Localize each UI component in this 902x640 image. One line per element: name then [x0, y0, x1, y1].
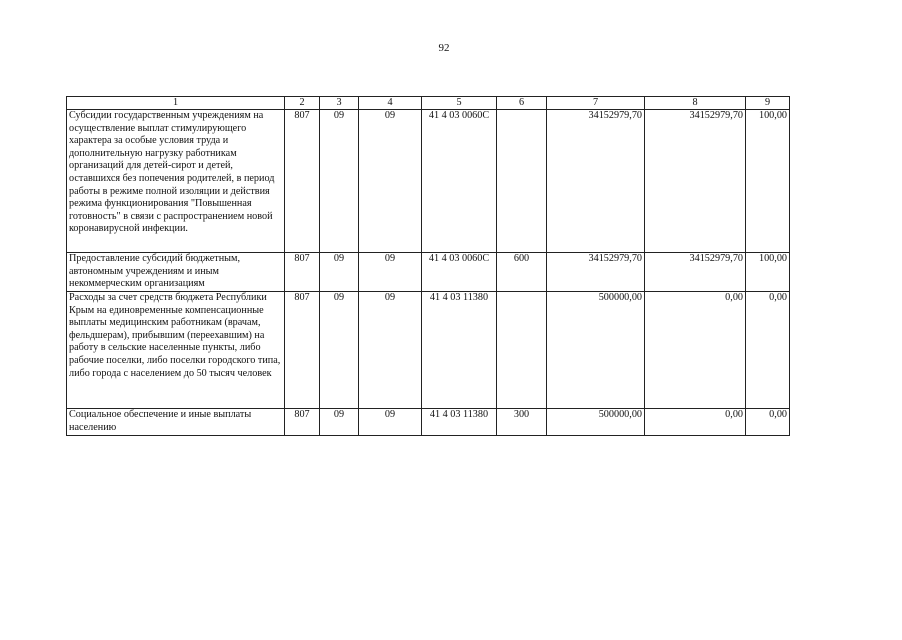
cell-col4: 09: [359, 253, 422, 292]
row-description: Субсидии государственным учреждениям на осуществление выплат стимулирующего характера за особые условия труда и дополнительную нагрузку работникам организаций для детей-сирот и детей, оставшихся без попечения родителей, в период работы в режиме полной изоляции и действия режима функционирования "Повышенная готовность" в связи с распространением новой коронавирусной инфекции.: [67, 110, 285, 253]
cell-col9: 100,00: [746, 253, 790, 292]
table-row: [67, 292, 790, 409]
table-header-row: [67, 97, 790, 110]
column-header: 6: [497, 97, 547, 110]
cell-col5: 41 4 03 11380: [422, 292, 497, 409]
cell-col5: 41 4 03 0060C: [422, 253, 497, 292]
column-header: 8: [645, 97, 746, 110]
column-header: 3: [320, 97, 359, 110]
cell-col6: 300: [497, 409, 547, 436]
column-header: 9: [746, 97, 790, 110]
cell-col2: 807: [285, 409, 320, 436]
cell-col9: 0,00: [746, 292, 790, 409]
cell-col9: 100,00: [746, 110, 790, 253]
table-row: [67, 409, 790, 436]
page-number: 92: [438, 42, 450, 54]
cell-col8: 34152979,70: [645, 110, 746, 253]
cell-col7: 500000,00: [547, 292, 645, 409]
table-row: [67, 253, 790, 292]
table-row: [67, 110, 790, 253]
row-description: Расходы за счет средств бюджета Республики Крым на единовременные компенсационные выплаты медицинским работникам (врачам, фельдшерам), прибывшим (переехавшим) на работу в сельские населенные пункты, либо рабочие поселки, либо поселки городского типа, либо города с населением до 50 тысяч человек: [67, 292, 285, 409]
budget-table: [66, 96, 790, 436]
column-header: 2: [285, 97, 320, 110]
cell-col9: 0,00: [746, 409, 790, 436]
cell-col8: 34152979,70: [645, 253, 746, 292]
cell-col6: [497, 110, 547, 253]
cell-col2: 807: [285, 253, 320, 292]
column-header: 5: [422, 97, 497, 110]
column-header: 4: [359, 97, 422, 110]
cell-col5: 41 4 03 0060C: [422, 110, 497, 253]
cell-col6: 600: [497, 253, 547, 292]
cell-col3: 09: [320, 292, 359, 409]
cell-col3: 09: [320, 110, 359, 253]
cell-col8: 0,00: [645, 292, 746, 409]
column-header: 7: [547, 97, 645, 110]
cell-col3: 09: [320, 253, 359, 292]
cell-col4: 09: [359, 110, 422, 253]
cell-col4: 09: [359, 292, 422, 409]
row-description: Социальное обеспечение и иные выплаты населению: [67, 409, 285, 436]
cell-col5: 41 4 03 11380: [422, 409, 497, 436]
cell-col8: 0,00: [645, 409, 746, 436]
cell-col7: 34152979,70: [547, 110, 645, 253]
cell-col2: 807: [285, 110, 320, 253]
cell-col4: 09: [359, 409, 422, 436]
row-description: Предоставление субсидий бюджетным, автономным учреждениям и иным некоммерческим организациям: [67, 253, 285, 292]
cell-col7: 34152979,70: [547, 253, 645, 292]
cell-col2: 807: [285, 292, 320, 409]
cell-col6: [497, 292, 547, 409]
cell-col3: 09: [320, 409, 359, 436]
cell-col7: 500000,00: [547, 409, 645, 436]
column-header: 1: [67, 97, 285, 110]
